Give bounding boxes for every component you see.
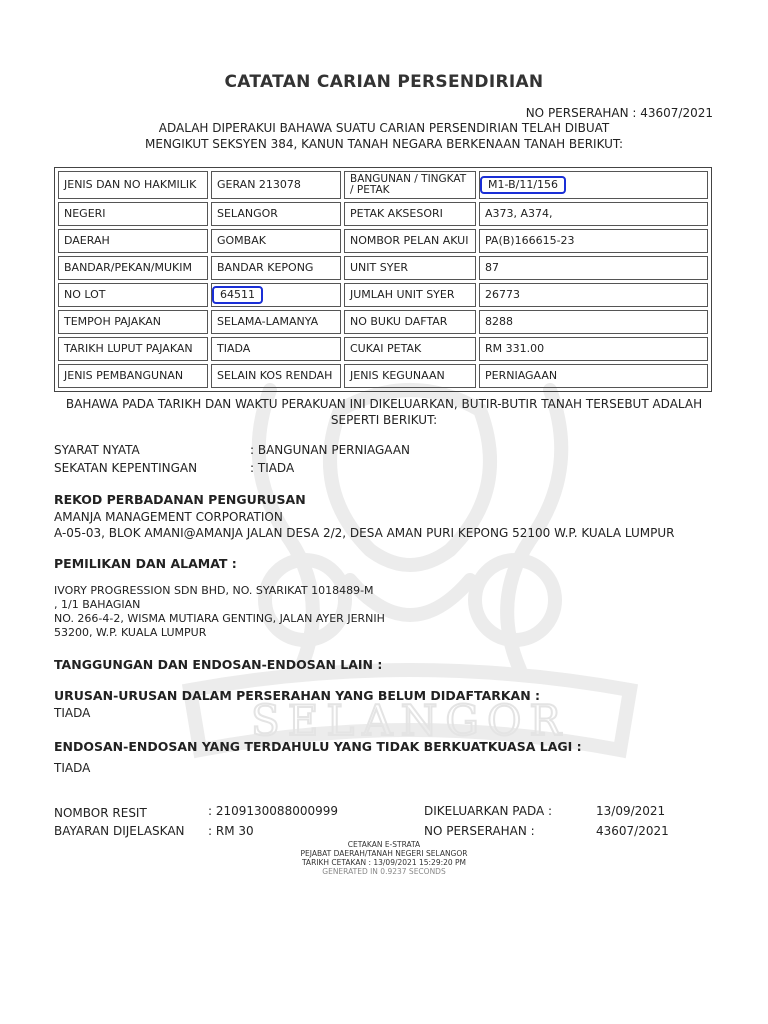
table-row	[58, 171, 708, 199]
table-row	[58, 202, 708, 226]
highlight-unit-number: M1-B/11/156	[480, 176, 566, 194]
table-value: PERNIAGAAN	[479, 364, 708, 388]
table-value: GOMBAK	[211, 229, 341, 253]
intro-line-1: ADALAH DIPERAKUI BAHAWA SUATU CARIAN PERSENDIRIAN TELAH DIBUAT	[158, 121, 610, 135]
owner-line-1: IVORY PROGRESSION SDN BHD, NO. SYARIKAT 1018489-M	[54, 584, 374, 597]
footer-line-2: PEJABAT DAERAH/TANAH NEGERI SELANGOR	[300, 849, 468, 858]
statement-line-2: SEPERTI BERIKUT:	[330, 413, 438, 427]
owner-line-2: , 1/1 BAHAGIAN	[54, 598, 141, 611]
table-label: BANDAR/PEKAN/MUKIM	[58, 256, 208, 280]
table-value: RM 331.00	[479, 337, 708, 361]
table-value: 8288	[479, 310, 708, 334]
urusan-value: TIADA	[54, 706, 91, 720]
table-value: SELAIN KOS RENDAH	[211, 364, 341, 388]
rekod-name: AMANJA MANAGEMENT CORPORATION	[54, 510, 283, 524]
syarat-label: SYARAT NYATA	[54, 443, 140, 457]
rekod-address: A-05-03, BLOK AMANI@AMANJA JALAN DESA 2/2, DESA AMAN PURI KEPONG 52100 W.P. KUALA LUMPUR	[54, 526, 675, 540]
bayaran-label: BAYARAN DIJELASKAN	[54, 824, 185, 838]
table-value: GERAN 213078	[211, 171, 341, 199]
table-row	[58, 364, 708, 388]
table-value: SELAMA-LAMANYA	[211, 310, 341, 334]
rekod-heading: REKOD PERBADANAN PENGURUSAN	[54, 492, 306, 507]
statement	[40, 396, 728, 428]
table-label: DAERAH	[58, 229, 208, 253]
table-label: BANGUNAN / TINGKAT / PETAK	[344, 171, 476, 199]
table-value: A373, A374,	[479, 202, 708, 226]
intro-text	[0, 120, 768, 152]
table-label: NO BUKU DAFTAR	[344, 310, 476, 334]
syarat-value: : BANGUNAN PERNIAGAAN	[250, 443, 411, 457]
table-label: TARIKH LUPUT PAJAKAN	[58, 337, 208, 361]
table-value: SELANGOR	[211, 202, 341, 226]
table-label: JENIS PEMBANGUNAN	[58, 364, 208, 388]
table-label: JENIS KEGUNAAN	[344, 364, 476, 388]
print-footer	[0, 840, 768, 876]
table-label: NO LOT	[58, 283, 208, 307]
table-value: 26773	[479, 283, 708, 307]
resit-value: : 2109130088000999	[208, 804, 339, 818]
owner-line-4: 53200, W.P. KUALA LUMPUR	[54, 626, 207, 639]
table-value: BANDAR KEPONG	[211, 256, 341, 280]
table-row	[58, 256, 708, 280]
footer-line-4: GENERATED IN 0.9237 SECONDS	[322, 867, 446, 876]
owner-block	[54, 584, 385, 640]
tanggungan-heading: TANGGUNGAN DAN ENDOSAN-ENDOSAN LAIN :	[54, 657, 383, 672]
table-label: PETAK AKSESORI	[344, 202, 476, 226]
document-title: CATATAN CARIAN PERSENDIRIAN	[224, 72, 544, 92]
table-label: CUKAI PETAK	[344, 337, 476, 361]
table-label: NOMBOR PELAN AKUI	[344, 229, 476, 253]
owner-line-3: NO. 266-4-2, WISMA MUTIARA GENTING, JALAN AYER JERNIH	[54, 612, 385, 625]
watermark-text: SELANGOR	[250, 696, 570, 745]
table-row	[58, 283, 708, 307]
no-perserahan-header: NO PERSERAHAN : 43607/2021	[525, 106, 713, 120]
footer-line-1: CETAKAN E-STRATA	[347, 840, 421, 849]
table-label: TEMPOH PAJAKAN	[58, 310, 208, 334]
urusan-heading: URUSAN-URUSAN DALAM PERSERAHAN YANG BELUM DIDAFTARKAN :	[54, 688, 541, 703]
sekatan-value: : TIADA	[250, 461, 295, 475]
title-details-table	[54, 167, 712, 392]
sekatan-label: SEKATAN KEPENTINGAN	[54, 461, 198, 475]
endosan-value: TIADA	[54, 761, 91, 775]
table-label: NEGERI	[58, 202, 208, 226]
table-label: JENIS DAN NO HAKMILIK	[58, 171, 208, 199]
table-value	[479, 171, 708, 199]
resit-label: NOMBOR RESIT	[54, 806, 147, 820]
bayaran-value: : RM 30	[208, 824, 254, 838]
pemilikan-heading: PEMILIKAN DAN ALAMAT :	[54, 556, 237, 571]
intro-line-2: MENGIKUT SEKSYEN 384, KANUN TANAH NEGARA BERKENAAN TANAH BERIKUT:	[145, 137, 623, 151]
footer-line-3: TARIKH CETAKAN : 13/09/2021 15:29:20 PM	[301, 858, 467, 867]
table-value	[211, 283, 341, 307]
dikeluarkan-value: 13/09/2021	[596, 804, 666, 818]
table-row	[58, 337, 708, 361]
table-value: TIADA	[211, 337, 341, 361]
highlight-lot-number: 64511	[212, 286, 263, 304]
noper-label: NO PERSERAHAN :	[424, 824, 535, 838]
table-label: JUMLAH UNIT SYER	[344, 283, 476, 307]
table-row	[58, 310, 708, 334]
table-value: PA(B)166615-23	[479, 229, 708, 253]
table-label: UNIT SYER	[344, 256, 476, 280]
statement-line-1: BAHAWA PADA TARIKH DAN WAKTU PERAKUAN INI DIKELUARKAN, BUTIR-BUTIR TANAH TERSEBUT ADALAH	[65, 397, 703, 411]
endosan-heading: ENDOSAN-ENDOSAN YANG TERDAHULU YANG TIDAK BERKUATKUASA LAGI :	[54, 739, 582, 754]
noper-value: 43607/2021	[596, 824, 669, 838]
table-value: 87	[479, 256, 708, 280]
dikeluarkan-label: DIKELUARKAN PADA :	[424, 804, 553, 818]
table-row	[58, 229, 708, 253]
